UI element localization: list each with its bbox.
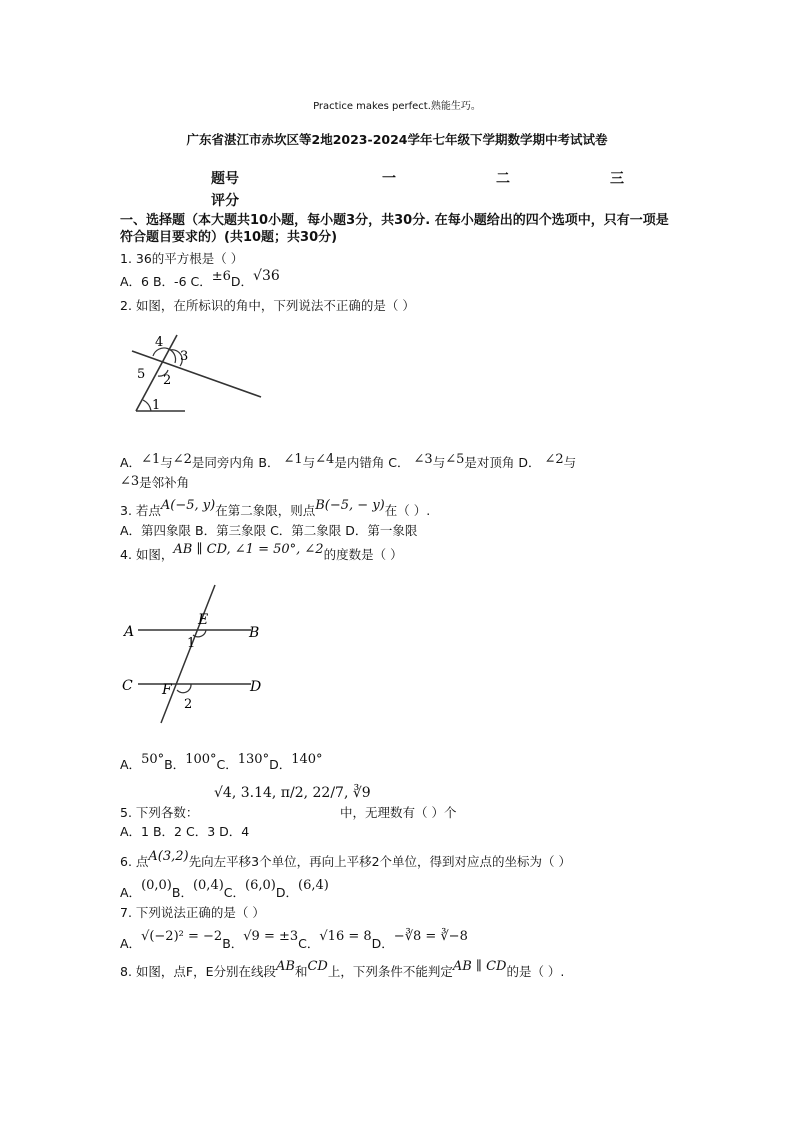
question-4-figure [116,580,276,730]
exam-title: 广东省湛江市赤坎区等2地2023-2024学年七年级下学期数学期中考试试卷 [186,132,608,147]
q2-option-a-math1: ∠1 [141,452,161,467]
question-2-figure [120,330,270,420]
q1-option-d-label: D． [230,274,254,289]
question-4-stem [120,542,403,563]
q6-option-c-label: C． [223,885,246,900]
score-table-row2-label: 评分 [211,193,239,209]
q6-option-a-label: A． [120,885,142,900]
question-7-stem: 7. 下列说法正确的是（ ） [120,905,265,920]
q2-option-d-mid: 与 [563,455,577,470]
q2-option-a-math2: ∠2 [172,452,192,467]
score-table-col1: 一 [382,171,396,187]
q8-and: 和 [294,964,308,979]
q7-option-b: √9 = ±3 [243,929,299,944]
q2-label-1: 1 [152,398,161,413]
q4-option-c-label: C． [216,757,238,772]
q8-segment-cd: CD [307,959,328,974]
page-motto: Practice makes perfect.熟能生巧。 [313,101,481,112]
q4-condition: AB ∥ CD, ∠1 = 50°, ∠2 [173,542,324,557]
q4-label-2: 2 [184,697,193,712]
q6-option-b-label: B． [171,885,193,900]
q4-option-b: 100° [185,752,217,767]
q2-label-3: 3 [180,349,189,364]
q2-option-d-math1: ∠2 [544,452,564,467]
q2-label-2: 2 [163,373,172,388]
q8-condition: AB ∥ CD [452,959,507,974]
q7-option-c-label: C． [298,936,320,951]
q5-expression: √4, 3.14, π/2, 22/7, ∛9 [214,785,371,801]
question-3-stem [120,498,431,519]
q4-label-1: 1 [187,636,196,651]
q4-option-c: 130° [237,752,270,767]
q4-option-a: 50° [141,752,165,767]
q6-prefix: 6. 点 [120,854,149,869]
q7-option-d-label: D． [371,936,394,951]
q6-option-c: (6,0) [245,878,276,893]
q2-option-c-math1: ∠3 [413,452,433,467]
q2-option-b-math2: ∠4 [315,452,335,467]
q2-option-c-text: 是对顶角 D． [464,455,541,470]
q8-suffix: 的是（ ）. [506,964,565,979]
score-table-col3: 三 [610,171,624,187]
q3-point-b: B(−5, − y) [315,498,385,513]
q2-line-oblique [132,351,261,397]
q4-label-f: F [162,682,172,698]
q4-label-a: A [124,624,135,640]
q6-option-d-label: D． [275,885,298,900]
q2-label-4: 4 [155,335,164,350]
q2-option-a-text: 是同旁内角 B． [191,455,280,470]
q8-mid: 上，下列条件不能判定 [327,964,453,979]
q4-option-d-label: D． [269,757,292,772]
q2-option-a-label: A． [120,455,142,470]
question-7-options [120,929,468,952]
question-5-stem-suffix: 中，无理数有（ ）个 [340,805,457,820]
q2-option-a-mid: 与 [160,455,173,470]
q4-suffix: 的度数是（ ） [323,547,403,562]
q4-label-b: B [249,625,260,641]
q2-option-b-mid: 与 [302,455,316,470]
section-1-heading: 一、选择题（本大题共10小题，每小题3分，共30分. 在每小题给出的四个选项中，只有一项是符合题目要求的）(共10题；共30分) [120,213,669,245]
q6-suffix: 先向左平移3个单位，再向上平移2个单位，得到对应点的坐标为（ ） [188,854,572,869]
q4-label-e: E [198,612,209,628]
score-table-col2: 二 [496,171,510,187]
question-4-options [120,752,323,773]
q4-option-d: 140° [291,752,323,767]
question-2-options [120,453,576,471]
q2-option-d-text: 是邻补角 [139,475,190,490]
question-2-options-cont [120,473,189,491]
q8-prefix: 8. 如图，点F，E分别在线段 [120,964,276,979]
q6-option-b: (0,4) [192,878,224,893]
q7-option-a: √(−2)² = −2 [141,929,223,944]
q3-prefix: 3. 若点 [120,503,161,518]
q3-suffix: 在（ ）. [384,503,431,518]
q4-option-a-label: A． [120,757,142,772]
q4-label-d: D [250,679,262,695]
q1-option-c: ±6 [211,269,231,284]
question-1-stem: 1. 36的平方根是（ ） [120,251,244,266]
score-table-row1-label: 题号 [211,171,239,187]
q4-label-c: C [122,678,133,694]
q1-options-prefix: A．6 B．-6 C． [120,274,212,289]
q6-option-d: (6,4) [298,878,329,893]
question-5-options: A．1 B．2 C．3 D．4 [120,824,250,839]
q2-option-d-math2: ∠3 [120,474,140,489]
question-6-stem [120,849,572,870]
question-3-options: A．第四象限 B．第三象限 C．第二象限 D．第一象限 [120,523,418,538]
q2-option-b-text: 是内错角 C． [334,455,410,470]
q2-option-c-mid: 与 [432,455,446,470]
q2-label-5: 5 [137,367,146,382]
question-6-options [120,878,329,901]
q1-option-d: √36 [253,268,280,284]
q6-point: A(3,2) [148,849,189,864]
q2-option-b-math1: ∠1 [283,452,303,467]
q7-option-b-label: B． [222,936,244,951]
question-2-stem: 2. 如图，在所标识的角中，下列说法不正确的是（ ） [120,298,415,313]
q8-segment-ab: AB [276,959,295,974]
q3-mid: 在第二象限，则点 [215,503,316,518]
q7-option-d: −∛8 = ∛−8 [393,929,468,944]
question-5-stem-prefix: 5. 下列各数： [120,805,199,820]
q3-point-a: A(−5, y) [160,498,216,513]
q2-arc-1 [143,400,151,411]
question-1-options [120,268,280,290]
q4-option-b-label: B． [164,757,186,772]
q6-option-a: (0,0) [141,878,172,893]
q2-option-c-math2: ∠5 [445,452,465,467]
q7-option-a-label: A． [120,936,142,951]
q4-prefix: 4. 如图， [120,547,174,562]
question-8-stem [120,959,565,980]
q7-option-c: √16 = 8 [319,929,372,944]
q4-arc-2 [177,684,191,693]
